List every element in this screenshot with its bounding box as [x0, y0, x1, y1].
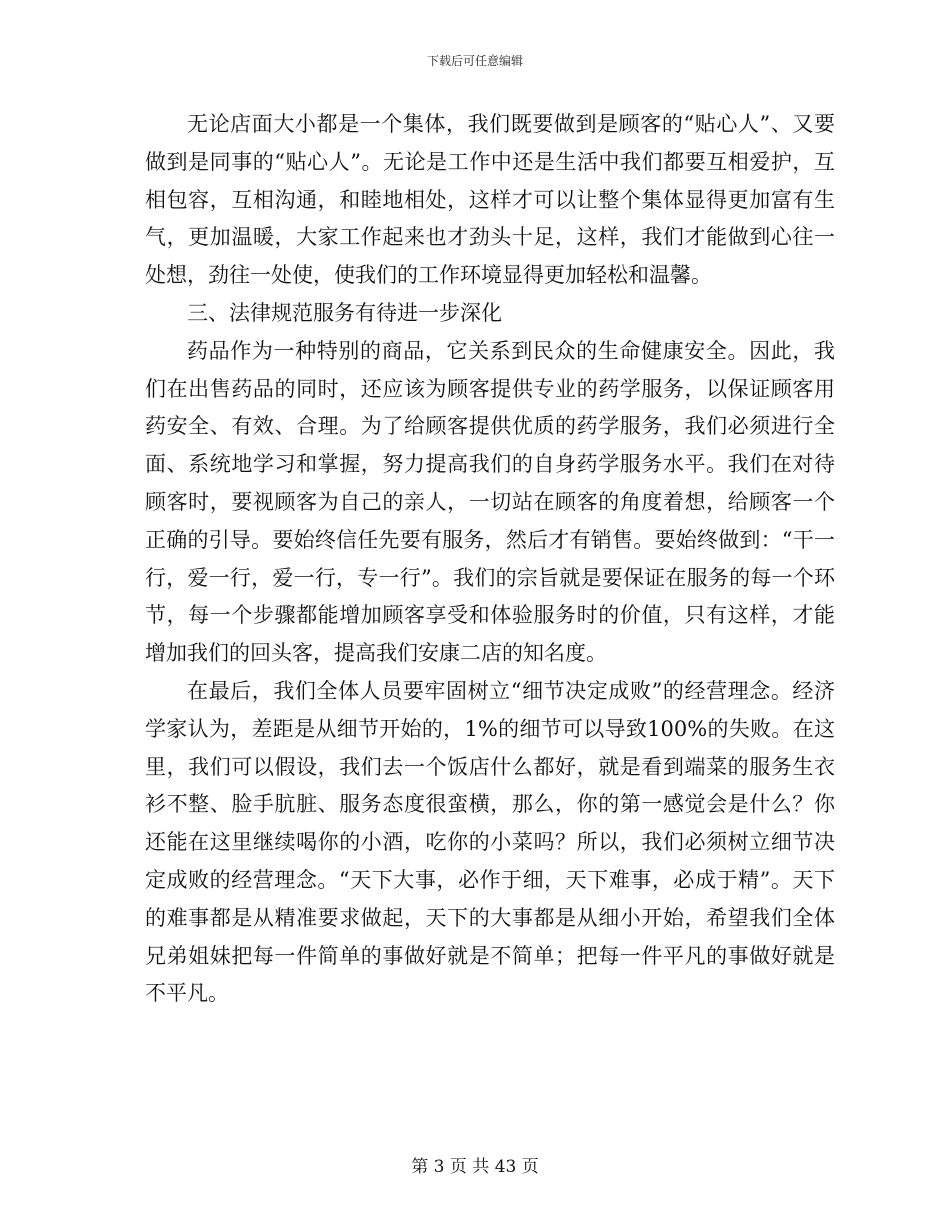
page-number: 第 3 页 共 43 页 [411, 1157, 539, 1177]
paragraph-details: 在最后，我们全体人员要牢固树立“细节决定成败”的经营理念。经济学家认为，差距是从细节开始的，1%的细节可以导致100%的失败。在这里，我们可以假设，我们去一个饭店什么都好，就是看到端菜的服务生衣衫不整、脸手肮脏、服务态度很蛮横，那么，你的第一感觉会是什么？你还能在这里继续喝你的小酒，吃你的小菜吗？所以，我们必须树立细节决定成败的经营理念。“天下大事，必作于细，天下难事，必成于精”。天下的难事都是从精准要求做起，天下的大事都是从细小开始，希望我们全体兄弟姐妹把每一件简单的事做好就是不简单；把每一件平凡的事做好就是不平凡。 [145, 678, 835, 1006]
paragraph-pharmacy-service: 药品作为一种特别的商品，它关系到民众的生命健康安全。因此，我们在出售药品的同时，还应该为顾客提供专业的药学服务，以保证顾客用药安全、有效、合理。为了给顾客提供优质的药学服务，我们必须进行全面、系统地学习和掌握，努力提高我们的自身药学服务水平。我们在对待顾客时，要视顾客为自己的亲人，一切站在顾客的角度着想，给顾客一个正确的引导。要始终信任先要有服务，然后才有销售。要始终做到：“干一行，爱一行，爱一行，专一行”。我们的宗旨就是要保证在服务的每一个环节，每一个步骤都能增加顾客享受和体验服务时的价值，只有这样，才能增加我们的回头客，提高我们安康二店的知名度。 [145, 338, 835, 666]
section-heading: 三、法律规范服务有待进一步深化 [187, 300, 502, 325]
paragraph-team: 无论店面大小都是一个集体，我们既要做到是顾客的“贴心人”、又要做到是同事的“贴心人”。无论是工作中还是生活中我们都要互相爱护，互相包容，互相沟通，和睦地相处，这样才可以让整个集体显得更加富有生气，更加温暖，大家工作起来也才劲头十足，这样，我们才能做到心往一处想，劲往一处使，使我们的工作环境显得更加轻松和温馨。 [145, 112, 835, 288]
document-body [145, 106, 835, 1013]
page-header: 下载后可任意编辑 [426, 54, 523, 68]
